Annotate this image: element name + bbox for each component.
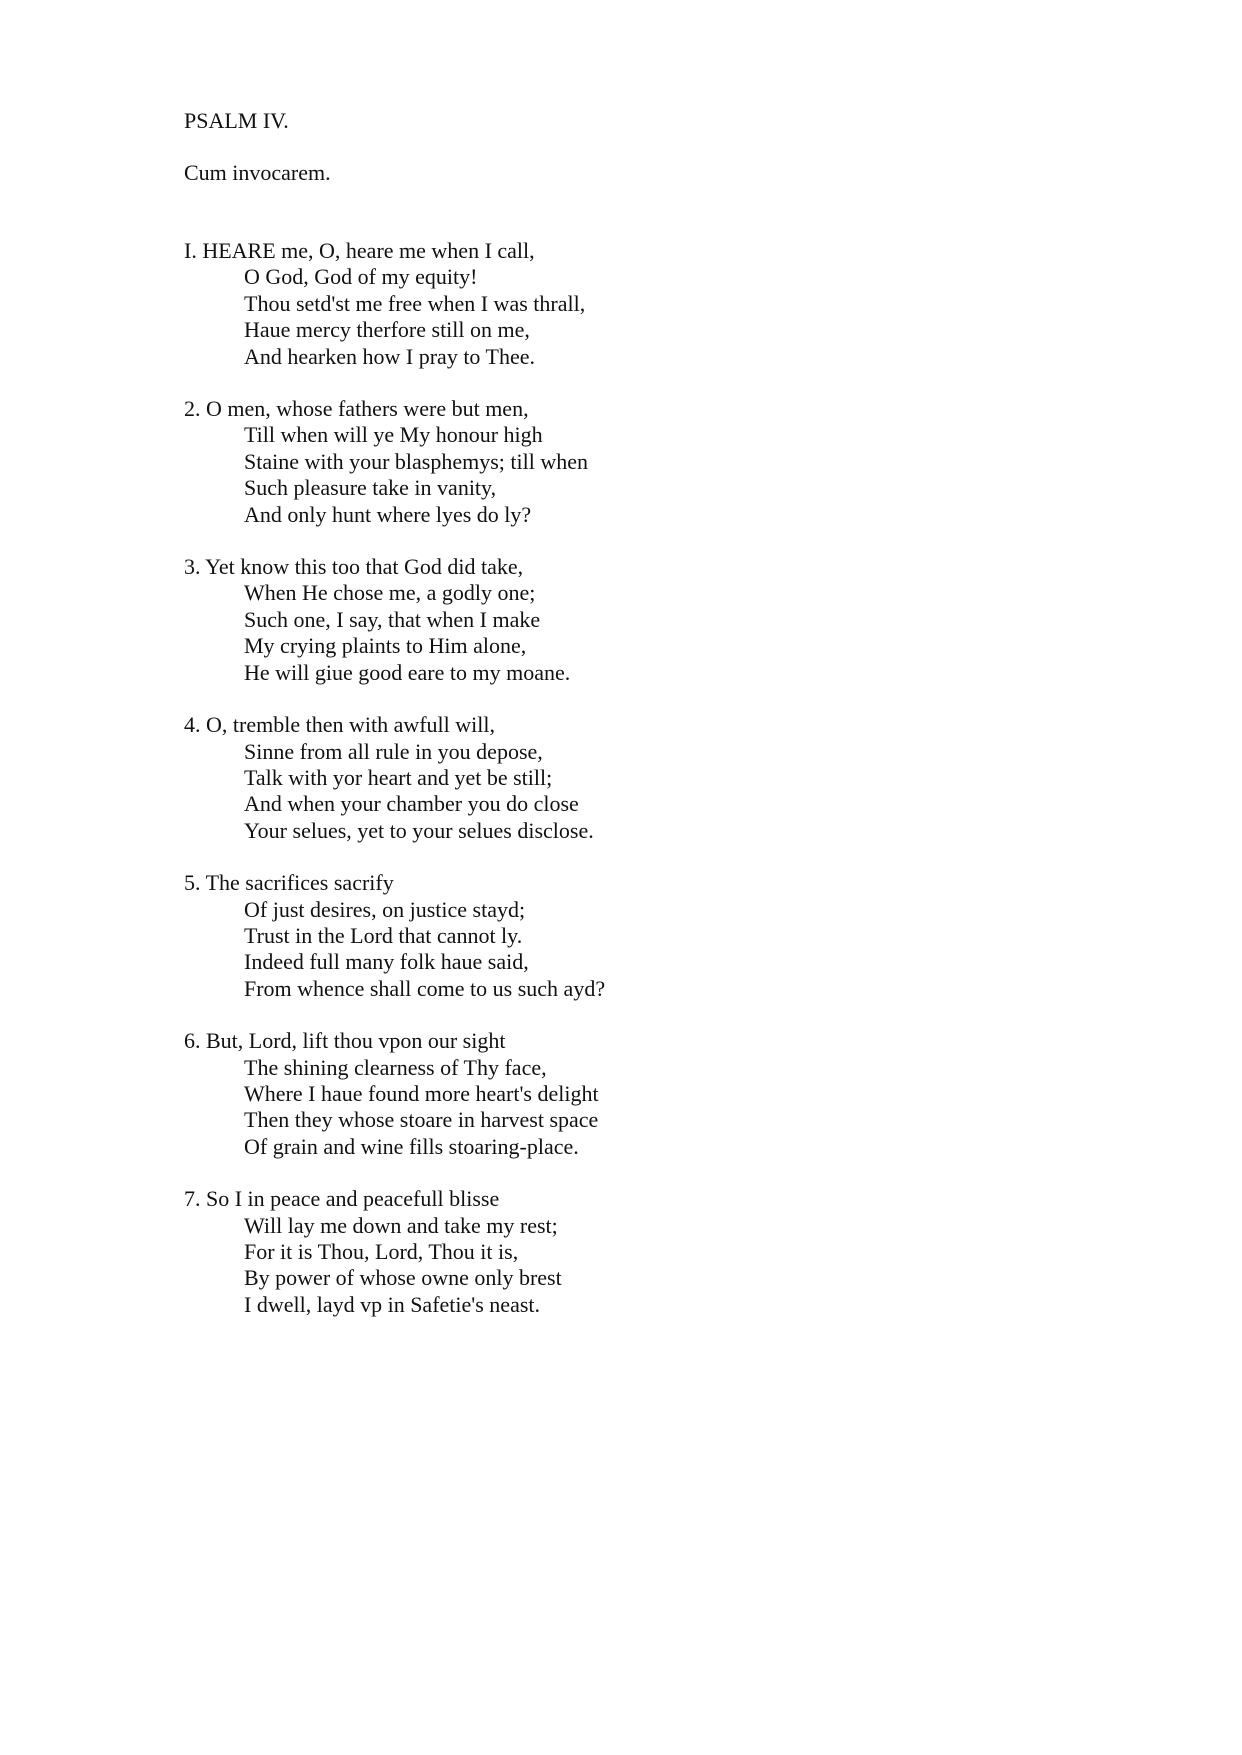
verse-line: O God, God of my equity! <box>244 264 478 290</box>
verse-line: Will lay me down and take my rest; <box>244 1212 558 1238</box>
verse-line: Of grain and wine fills stoaring-place. <box>244 1133 579 1159</box>
document-page <box>184 108 1084 1344</box>
verse-line: For it is Thou, Lord, Thou it is, <box>244 1239 519 1264</box>
verse-line: From whence shall come to us such ayd? <box>244 975 606 1001</box>
verse-line: My crying plaints to Him alone, <box>244 633 527 659</box>
verse-line: I dwell, layd vp in Safetie's neast. <box>244 1291 541 1317</box>
verse-line: He will giue good eare to my moane. <box>244 659 571 685</box>
stanza-5 <box>184 870 1084 1002</box>
stanza-7 <box>184 1186 1084 1318</box>
verse-line: Thou setd'st me free when I was thrall, <box>244 290 586 316</box>
verse-line: I. HEARE me, O, heare me when I call, <box>184 238 535 263</box>
verse-line: And hearken how I pray to Thee. <box>244 343 535 369</box>
stanza-6 <box>184 1028 1084 1160</box>
psalm-title: PSALM IV. <box>184 108 289 133</box>
verse-line: 3. Yet know this too that God did take, <box>184 554 524 580</box>
verse-line: When He chose me, a godly one; <box>244 580 536 606</box>
psalm-subtitle: Cum invocarem. <box>184 160 331 185</box>
stanza-1 <box>184 238 1084 370</box>
verse-line: 5. The sacrifices sacrify <box>184 870 394 896</box>
verse-line: Staine with your blasphemys; till when <box>244 448 589 474</box>
stanza-3 <box>184 554 1084 686</box>
verse-line: By power of whose owne only brest <box>244 1265 562 1291</box>
verse-line: Then they whose stoare in harvest space <box>244 1107 599 1133</box>
verse-line: 6. But, Lord, lift thou vpon our sight <box>184 1028 506 1054</box>
verse-line: Such one, I say, that when I make <box>244 606 541 632</box>
verse-line: 4. O, tremble then with awfull will, <box>184 712 495 738</box>
stanza-4 <box>184 712 1084 844</box>
verse-line: Sinne from all rule in you depose, <box>244 738 543 764</box>
verse-line: Your selues, yet to your selues disclose. <box>244 817 594 843</box>
verse-line: And only hunt where lyes do ly? <box>244 501 532 527</box>
verse-line: And when your chamber you do close <box>244 791 579 817</box>
stanza-2 <box>184 396 1084 528</box>
verse-line: Such pleasure take in vanity, <box>244 475 497 501</box>
stanza-list <box>184 238 1084 1318</box>
verse-line: The shining clearness of Thy face, <box>244 1054 547 1080</box>
verse-line: Trust in the Lord that cannot ly. <box>244 922 523 948</box>
verse-line: Till when will ye My honour high <box>244 422 543 448</box>
verse-line: Where I haue found more heart's delight <box>244 1080 599 1106</box>
verse-line: Haue mercy therfore still on me, <box>244 317 530 343</box>
verse-line: 7. So I in peace and peacefull blisse <box>184 1186 500 1212</box>
verse-line: Indeed full many folk haue said, <box>244 949 529 975</box>
verse-line: 2. O men, whose fathers were but men, <box>184 396 529 422</box>
verse-line: Talk with yor heart and yet be still; <box>244 764 553 790</box>
verse-line: Of just desires, on justice stayd; <box>244 896 526 922</box>
